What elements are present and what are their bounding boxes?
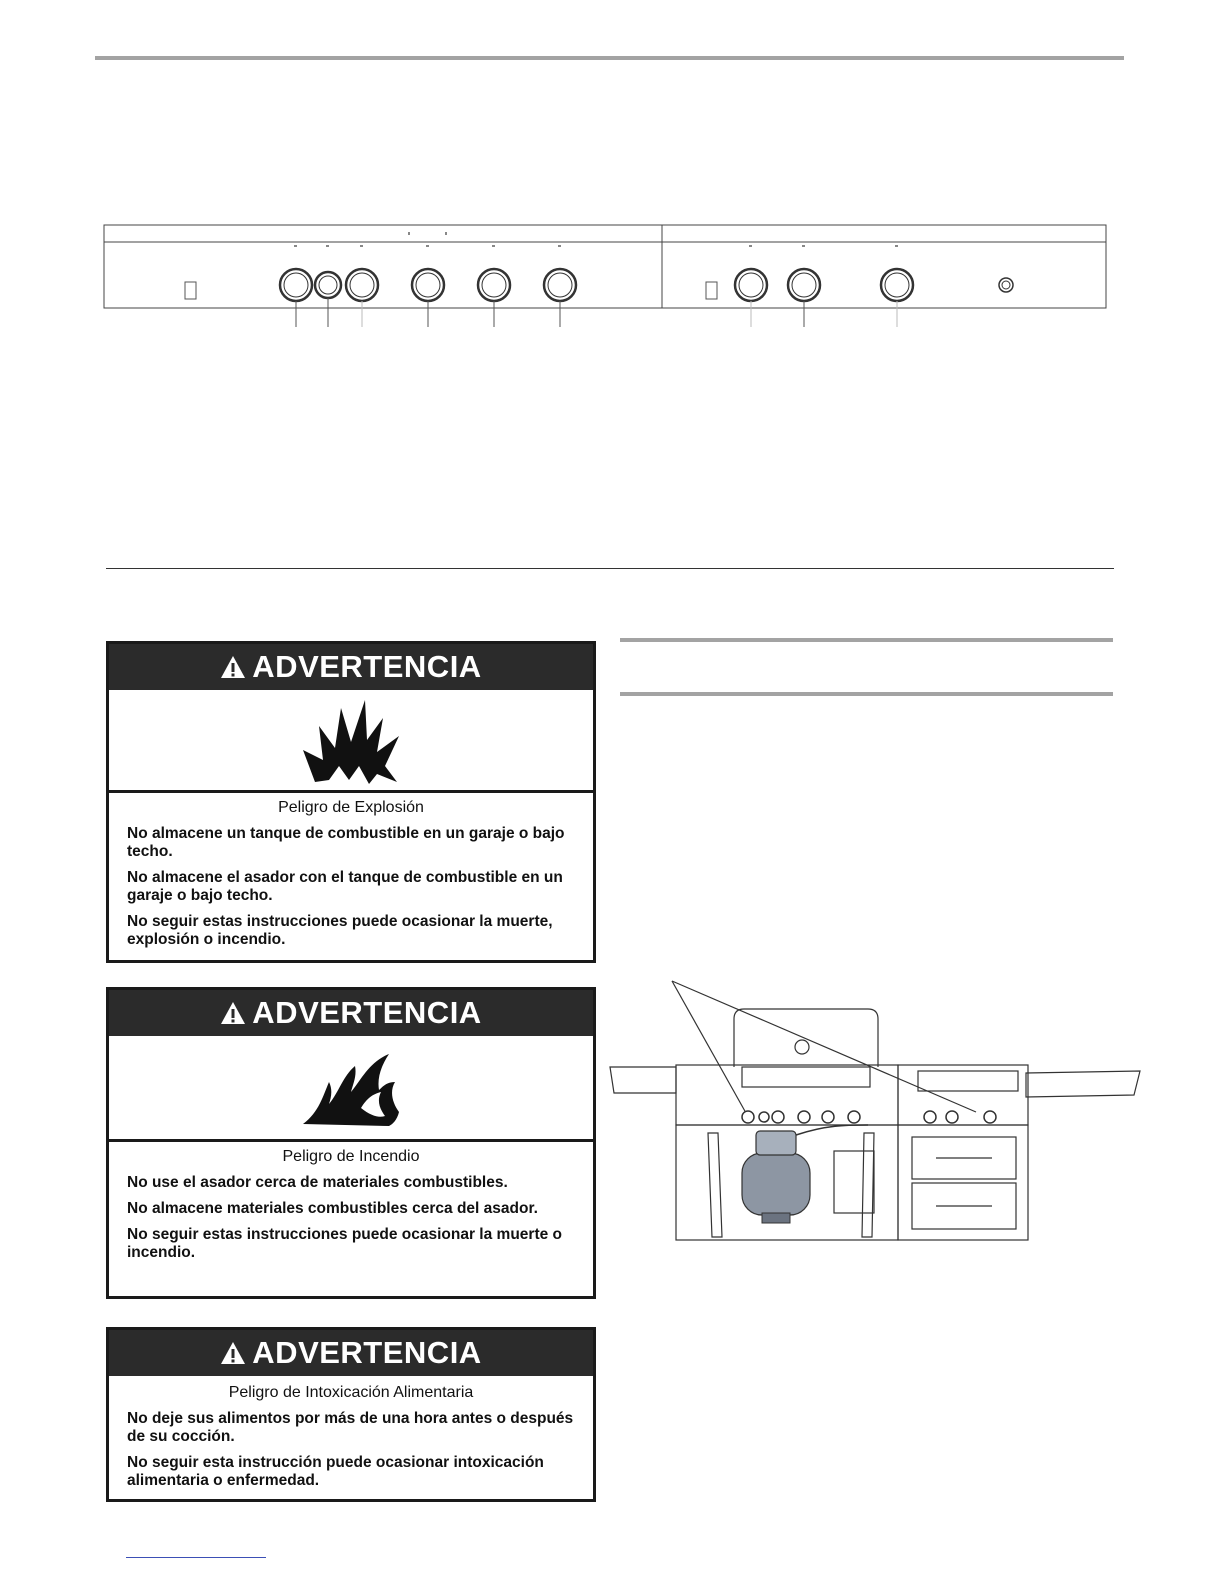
warning-header-text: ADVERTENCIA bbox=[252, 649, 482, 684]
knob-3 bbox=[346, 269, 378, 301]
knob-2 bbox=[315, 272, 341, 298]
warning-title: Peligro de Explosión bbox=[278, 799, 424, 816]
knob-8 bbox=[788, 269, 820, 301]
warning-header bbox=[109, 990, 593, 1036]
warning-explosion bbox=[106, 641, 596, 963]
footer-link-underline[interactable] bbox=[126, 1557, 266, 1558]
warning-title: Peligro de Intoxicación Alimentaria bbox=[228, 1384, 474, 1401]
warning-food-poisoning bbox=[106, 1327, 596, 1502]
warning-fire bbox=[106, 987, 596, 1299]
warning-line: No seguir estas instrucciones puede ocasionar la muerte o incendio. bbox=[127, 1226, 562, 1261]
knob-7 bbox=[735, 269, 767, 301]
section-rule-top bbox=[620, 638, 1113, 642]
knob-4 bbox=[412, 269, 444, 301]
warning-line: No almacene un tanque de combustible en un garaje o bajo techo. bbox=[127, 825, 565, 860]
warning-header bbox=[109, 1330, 593, 1376]
warning-triangle-icon bbox=[220, 1001, 246, 1025]
knob-6 bbox=[544, 269, 576, 301]
knob-5 bbox=[478, 269, 510, 301]
warning-header bbox=[109, 644, 593, 690]
light-button bbox=[999, 278, 1013, 292]
section-rule-bottom bbox=[620, 692, 1113, 696]
warning-title: Peligro de Incendio bbox=[282, 1148, 420, 1165]
warning-triangle-icon bbox=[220, 655, 246, 679]
top-rule bbox=[95, 56, 1124, 60]
section-divider bbox=[106, 568, 1114, 569]
knob-9 bbox=[881, 269, 913, 301]
grill-illustration bbox=[606, 975, 1146, 1255]
knob-1 bbox=[280, 269, 312, 301]
warning-line: No almacene el asador con el tanque de combustible en un garaje o bajo techo. bbox=[127, 869, 563, 904]
warning-line: No almacene materiales combustibles cerca del asador. bbox=[127, 1200, 538, 1217]
warning-line: No use el asador cerca de materiales combustibles. bbox=[127, 1174, 508, 1191]
warning-header-text: ADVERTENCIA bbox=[252, 995, 482, 1030]
warning-line: No seguir estas instrucciones puede ocasionar la muerte, explosión o incendio. bbox=[127, 913, 553, 948]
warning-line: No deje sus alimentos por más de una hora antes o después de su cocción. bbox=[127, 1410, 574, 1445]
ignition-switch-left bbox=[185, 282, 196, 299]
warning-pictogram bbox=[109, 690, 593, 793]
fire-icon bbox=[299, 1048, 403, 1128]
warning-pictogram bbox=[109, 1036, 593, 1142]
explosion-icon bbox=[301, 696, 401, 784]
warning-line: No seguir esta instrucción puede ocasionar intoxicación alimentaria o enfermedad. bbox=[127, 1454, 544, 1489]
warning-header-text: ADVERTENCIA bbox=[252, 1335, 482, 1370]
warning-triangle-icon bbox=[220, 1341, 246, 1365]
panel-outline bbox=[104, 225, 1106, 308]
ignition-switch-right bbox=[706, 282, 717, 299]
propane-tank bbox=[742, 1131, 810, 1223]
control-panel-diagram bbox=[100, 220, 1110, 335]
